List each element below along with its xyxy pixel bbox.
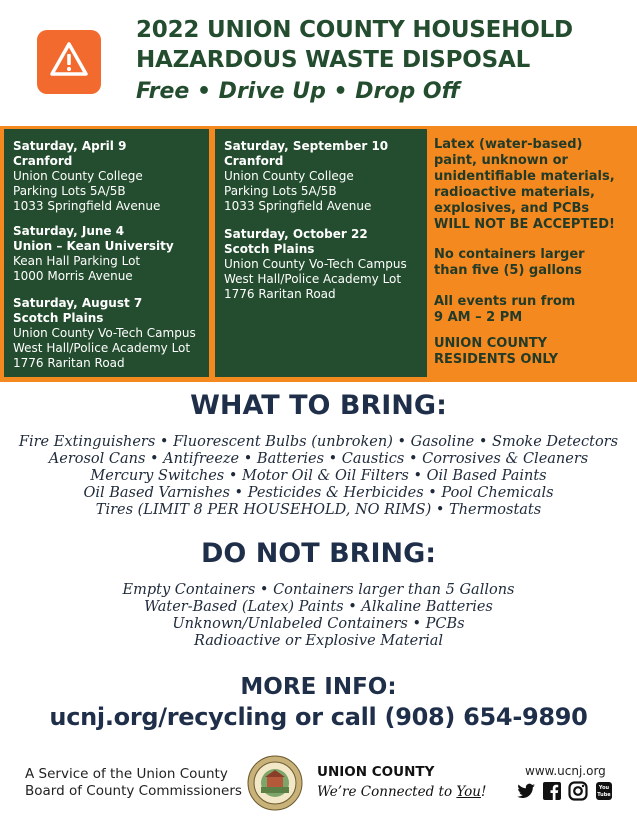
- service-line: A Service of the Union County: [25, 766, 228, 782]
- event-detail: West Hall/Police Academy Lot: [13, 341, 191, 355]
- container-limit-notice: [434, 247, 634, 279]
- event-date: Saturday, September 10: [224, 139, 389, 153]
- page-title-line1: 2022 UNION COUNTY HOUSEHOLD: [136, 17, 573, 43]
- event-location: Scotch Plains: [224, 242, 315, 256]
- what-to-bring-heading: WHAT TO BRING:: [190, 390, 447, 421]
- notice-line: paint, unknown or: [434, 153, 568, 168]
- service-credit: [25, 766, 242, 800]
- what-to-bring-list: [0, 434, 637, 519]
- list-line: Unknown/Unlabeled Containers • PCBs: [172, 616, 465, 632]
- slogan-emphasis: You: [456, 784, 481, 800]
- do-not-bring-list: [0, 582, 637, 650]
- slogan-text: !: [480, 784, 487, 800]
- events-column-1: [4, 129, 209, 377]
- county-seal-icon: [247, 755, 303, 811]
- events-column-2: [215, 129, 427, 377]
- notice-line: unidentifiable materials,: [434, 169, 615, 184]
- event-detail: Union County Vo-Tech Campus: [224, 257, 407, 271]
- event-august: [13, 296, 196, 371]
- event-detail: West Hall/Police Academy Lot: [224, 272, 402, 286]
- list-line: Oil Based Varnishes • Pesticides & Herbicides • Pool Chemicals: [83, 485, 554, 501]
- notice-line: than five (5) gallons: [434, 263, 582, 278]
- do-not-bring-heading: DO NOT BRING:: [200, 538, 437, 569]
- event-detail: 1033 Springfield Avenue: [224, 199, 372, 213]
- event-detail: Parking Lots 5A/5B: [13, 184, 126, 198]
- event-detail: Union County Vo-Tech Campus: [13, 326, 196, 340]
- brand-block: [317, 764, 486, 800]
- youtube-icon[interactable]: [594, 781, 614, 801]
- event-detail: Union County College: [13, 169, 143, 183]
- list-line: Radioactive or Explosive Material: [193, 633, 444, 649]
- notice-line: No containers larger: [434, 247, 585, 262]
- event-june: [13, 224, 174, 284]
- social-links: [516, 781, 616, 803]
- list-line: Water-Based (Latex) Paints • Alkaline Batteries: [144, 599, 493, 615]
- notice-line: 9 AM – 2 PM: [434, 310, 523, 325]
- event-location: Union – Kean University: [13, 239, 174, 253]
- event-location: Cranford: [13, 154, 73, 168]
- event-detail: Union County College: [224, 169, 354, 183]
- brand-slogan: [317, 784, 486, 800]
- event-detail: 1000 Morris Avenue: [13, 269, 133, 283]
- residents-notice: [434, 336, 634, 368]
- event-detail: 1033 Springfield Avenue: [13, 199, 161, 213]
- event-location: Cranford: [224, 154, 284, 168]
- notice-line: UNION COUNTY: [434, 336, 548, 351]
- event-date: Saturday, June 4: [13, 224, 125, 238]
- notice-line: Latex (water-based): [434, 137, 583, 152]
- svg-text:You: You: [598, 785, 610, 791]
- list-line: Mercury Switches • Motor Oil & Oil Filters • Oil Based Paints: [90, 468, 547, 484]
- slogan-text: We’re Connected to: [317, 784, 457, 800]
- list-line: Fire Extinguishers • Fluorescent Bulbs (unbroken) • Gasoline • Smoke Detectors: [18, 434, 619, 450]
- event-september: [224, 139, 388, 214]
- event-october: [224, 227, 407, 302]
- event-date: Saturday, August 7: [13, 296, 143, 310]
- notice-line: explosives, and PCBs: [434, 201, 590, 216]
- event-location: Scotch Plains: [13, 311, 104, 325]
- facebook-icon[interactable]: [542, 781, 562, 801]
- event-date: Saturday, April 9: [13, 139, 127, 153]
- tagline: Free • Drive Up • Drop Off: [136, 79, 460, 104]
- twitter-icon[interactable]: [516, 781, 536, 801]
- event-detail: Kean Hall Parking Lot: [13, 254, 141, 268]
- hours-notice: [434, 294, 634, 326]
- not-accepted-notice: [434, 137, 634, 233]
- list-line: Empty Containers • Containers larger than 5 Gallons: [122, 582, 515, 598]
- brand-name: UNION COUNTY: [317, 764, 435, 780]
- event-detail: 1776 Raritan Road: [224, 287, 336, 301]
- contact-info: ucnj.org/recycling or call (908) 654-9890: [49, 703, 588, 731]
- svg-text:Tube: Tube: [597, 792, 611, 798]
- warning-triangle-icon: [37, 30, 101, 94]
- event-detail: Parking Lots 5A/5B: [224, 184, 337, 198]
- notice-line: All events run from: [434, 294, 576, 309]
- list-line: Tires (LIMIT 8 PER HOUSEHOLD, NO RIMS) • Thermostats: [95, 502, 542, 518]
- notice-line: WILL NOT BE ACCEPTED!: [434, 217, 615, 232]
- website-link[interactable]: www.ucnj.org: [525, 764, 606, 778]
- header: [0, 0, 637, 126]
- notice-line: radioactive materials,: [434, 185, 595, 200]
- notice-line: RESIDENTS ONLY: [434, 352, 559, 367]
- event-detail: 1776 Raritan Road: [13, 356, 125, 370]
- list-line: Aerosol Cans • Antifreeze • Batteries • Caustics • Corrosives & Cleaners: [48, 451, 589, 467]
- page-title-line2: HAZARDOUS WASTE DISPOSAL: [136, 47, 531, 73]
- service-line: Board of County Commissioners: [25, 783, 242, 799]
- event-date: Saturday, October 22: [224, 227, 368, 241]
- event-april: [13, 139, 160, 214]
- more-info-heading: MORE INFO:: [240, 674, 397, 700]
- instagram-icon[interactable]: [568, 781, 588, 801]
